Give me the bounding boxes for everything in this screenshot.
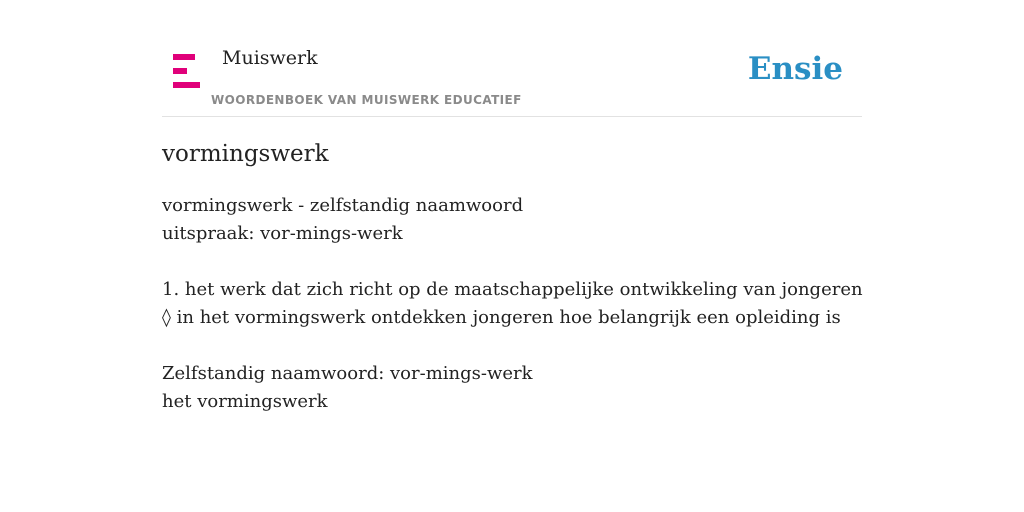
- logo-bar-top: [173, 54, 195, 60]
- brand-subtitle: WOORDENBOEK VAN MUISWERK EDUCATIEF: [211, 93, 522, 107]
- part-of-speech-line: vormingswerk - zelfstandig naamwoord: [162, 195, 524, 216]
- entry-content: [162, 192, 862, 416]
- example-line: ◊ in het vormingswerk ontdekken jongeren hoe belangrijk een opleiding is: [162, 307, 841, 328]
- definition-line: 1. het werk dat zich richt op de maatschappelijke ontwikkeling van jongeren: [162, 279, 863, 300]
- pronunciation-line: uitspraak: vor-mings-werk: [162, 223, 403, 244]
- grammar-line: Zelfstandig naamwoord: vor-mings-werk: [162, 363, 533, 384]
- article-form-line: het vormingswerk: [162, 391, 328, 412]
- logo-bar-middle: [173, 68, 187, 74]
- muiswerk-logo-icon[interactable]: [173, 54, 200, 88]
- site-header: [162, 0, 862, 117]
- spacer: [162, 248, 862, 276]
- ensie-logo-link[interactable]: Ensie: [747, 51, 843, 87]
- logo-bar-bottom: [173, 82, 200, 88]
- spacer: [162, 332, 862, 360]
- page-title: vormingswerk: [162, 141, 329, 167]
- brand-name[interactable]: Muiswerk: [222, 47, 318, 69]
